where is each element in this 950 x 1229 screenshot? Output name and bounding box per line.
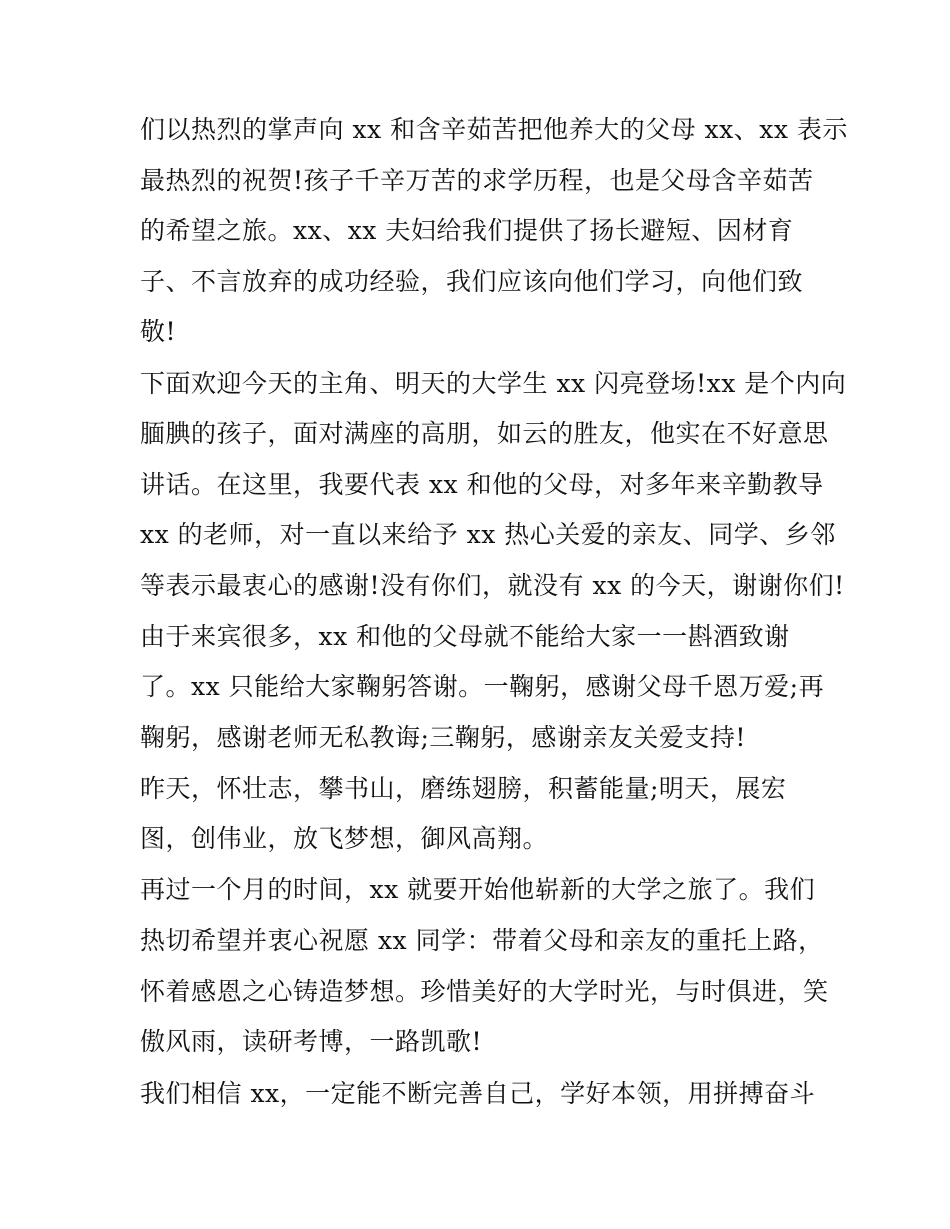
text-line: 讲话。在这里，我要代表 xx 和他的父母，对多年来辛勤教导 — [140, 470, 824, 499]
text-line: 子、不言放弃的成功经验，我们应该向他们学习，向他们致 — [140, 267, 804, 296]
text-line: 热切希望并衷心祝愿 xx 同学：带着父母和亲友的重托上路， — [140, 926, 824, 955]
text-line: 的希望之旅。xx、xx 夫妇给我们提供了扬长避短、因材育 — [140, 216, 794, 245]
text-line: 鞠躬，感谢老师无私教诲;三鞠躬，感谢亲友关爱支持! — [140, 723, 746, 752]
text-line: 敬! — [140, 317, 177, 346]
text-line: 等表示最衷心的感谢!没有你们，就没有 xx 的今天，谢谢你们! — [140, 571, 845, 600]
text-line: 我们相信 xx，一定能不断完善自己，学好本领，用拼搏奋斗 — [140, 1079, 816, 1108]
text-line: 最热烈的祝贺!孩子千辛万苦的求学历程，也是父母含辛茹苦 — [140, 166, 814, 195]
text-line: xx 的老师，对一直以来给予 xx 热心关爱的亲友、同学、乡邻 — [140, 520, 836, 549]
text-line: 们以热烈的掌声向 xx 和含辛茹苦把他养大的父母 xx、xx 表示 — [140, 115, 848, 144]
text-line: 傲风雨，读研考博，一路凯歌! — [140, 1027, 483, 1056]
text-line: 再过一个月的时间，xx 就要开始他崭新的大学之旅了。我们 — [140, 875, 816, 904]
text-line: 了。xx 只能给大家鞠躬答谢。一鞠躬，感谢父母千恩万爱;再 — [140, 672, 825, 701]
text-line: 昨天，怀壮志，攀书山，磨练翅膀，积蓄能量;明天，展宏 — [140, 774, 787, 803]
text-line: 怀着感恩之心铸造梦想。珍惜美好的大学时光，与时俱进，笑 — [140, 977, 829, 1006]
text-line: 腼腆的孩子，面对满座的高朋，如云的胜友，他实在不好意思 — [140, 419, 829, 448]
text-line: 图，创伟业，放飞梦想，御风高翔。 — [140, 824, 549, 853]
text-line: 由于来宾很多，xx 和他的父母就不能给大家一一斟酒致谢 — [140, 622, 790, 651]
text-line: 下面欢迎今天的主角、明天的大学生 xx 闪亮登场!xx 是个内向 — [140, 369, 847, 398]
